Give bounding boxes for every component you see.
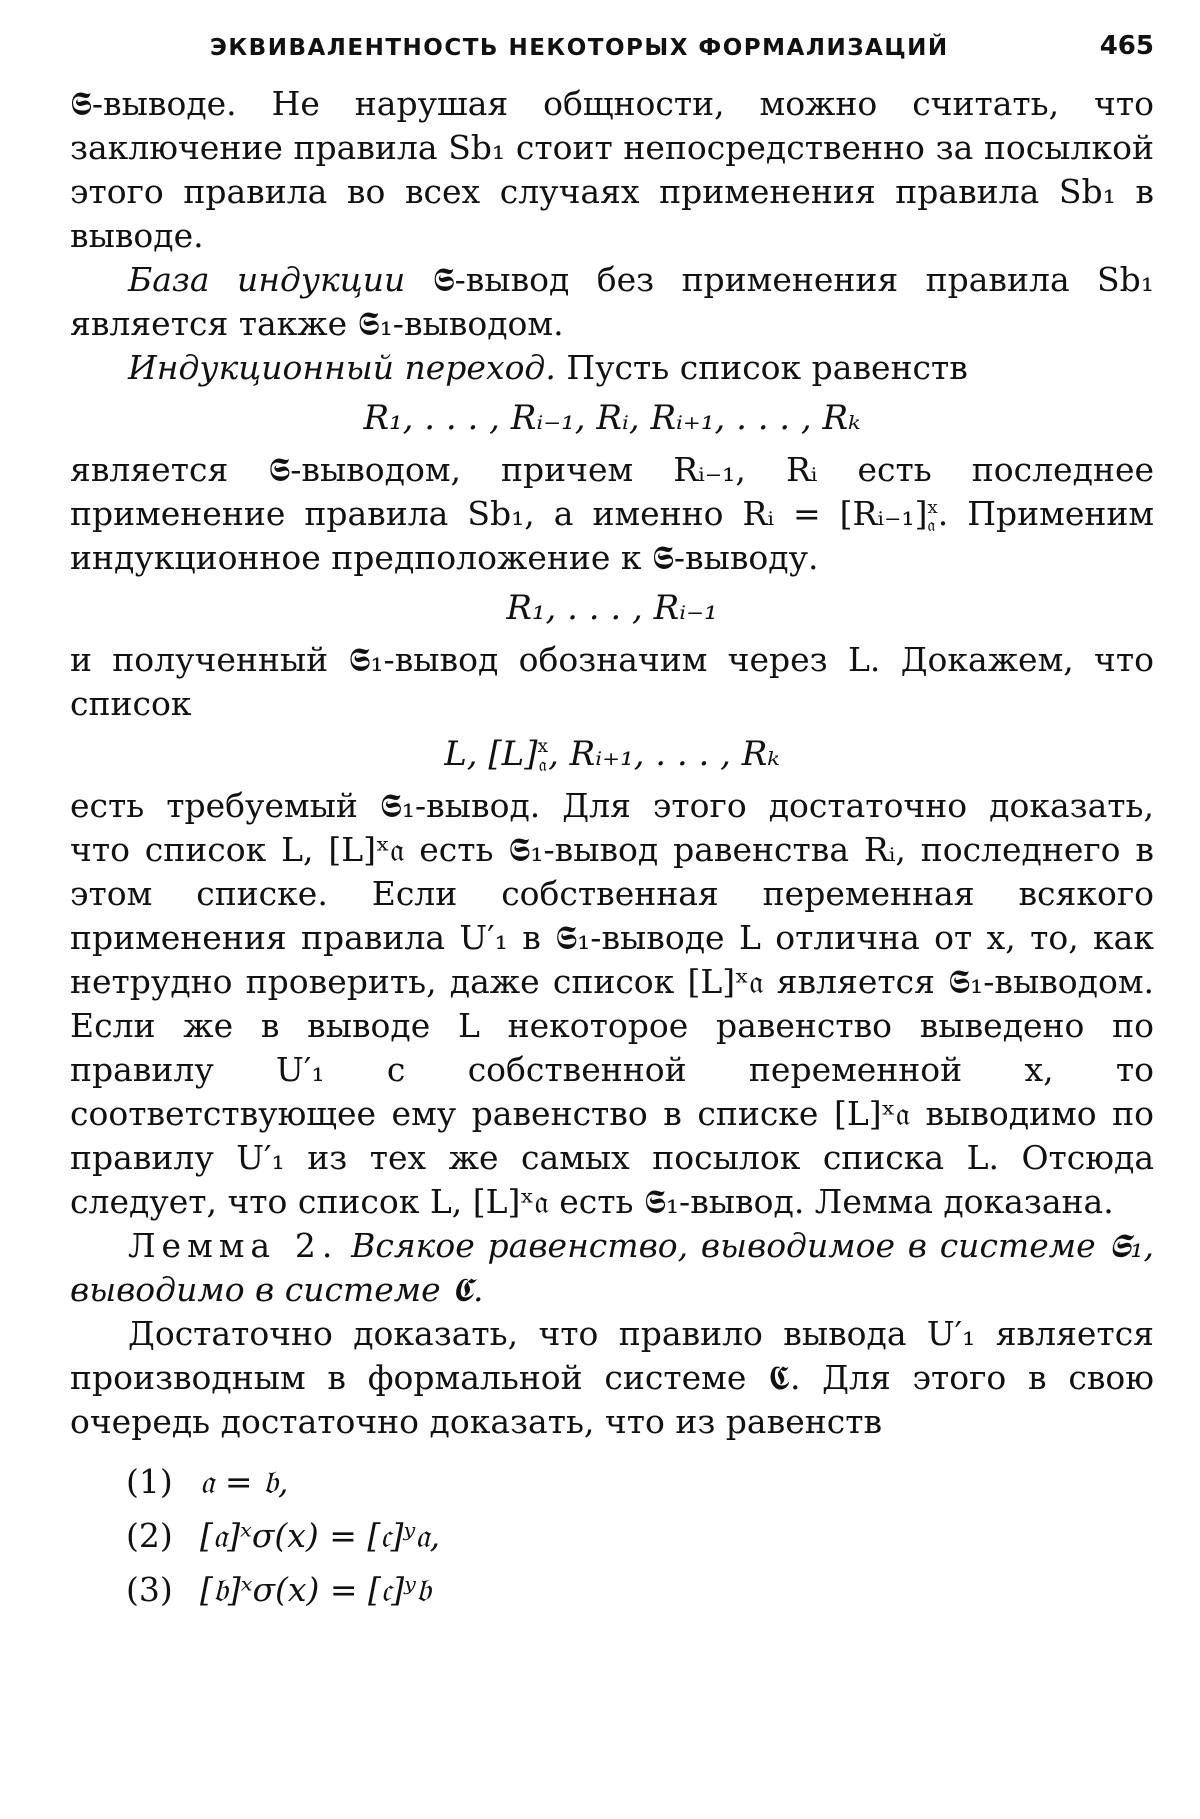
paragraph-1: 𝕾-выводе. Не нарушая общности, можно считать, что заключение правила Sb₁ стоит непосредственно за посылкой этого правила во всех случаях применения правила Sb₁ в выводе. [70, 84, 1154, 255]
equation-row [70, 1510, 1154, 1564]
paragraph-5: и полученный 𝕾₁-вывод обозначим через L. Докажем, что список [70, 640, 1154, 723]
lemma-2-label: Лемма 2. [128, 1226, 339, 1265]
formula-prefix-list: R₁, . . . , Rᵢ₋₁ [506, 588, 718, 628]
running-title: ЭКВИВАЛЕНТНОСТЬ НЕКОТОРЫХ ФОРМАЛИЗАЦИЙ [210, 35, 949, 61]
p4-text-1: является 𝕾-выводом, причем Rᵢ₋₁, Rᵢ есть последнее применение правила Sb₁, а именно Rᵢ = [Rᵢ₋₁] [70, 450, 1154, 533]
f3-sub: 𝔞 [538, 755, 547, 776]
equation-list [70, 1456, 1154, 1618]
equation-number: (3) [126, 1570, 173, 1609]
p4-text-2: . Применим индукционное предположение к 𝕾-выводу. [70, 494, 1155, 577]
equation-number: (2) [126, 1516, 173, 1555]
paragraph-6: есть требуемый 𝕾₁-вывод. Для этого достаточно доказать, что список L, [L]ˣ𝔞 есть 𝕾₁-вывод равенства Rᵢ, последнего в этом списке. Если собственная переменная всякого применения правила U′₁ в 𝕾₁-выводе L отлична от x, то, как нетрудно проверить, даже список [L]ˣ𝔞 является 𝕾₁-выводом. Если же в выводе L некоторое равенство выведено по правилу U′₁ с собственной переменной x, то соответствующее ему равенство в списке [L]ˣ𝔞 выводимо по правилу U′₁ из тех же самых посылок списка L. Отсюда следует, что список L, [L]ˣ𝔞 есть 𝕾₁-вывод. Лемма доказана. [70, 786, 1154, 1221]
paragraph-lemma-2 [70, 1224, 1154, 1312]
equation-body: [𝔟]ˣσ(x) = [𝔠]ʸ𝔟 [200, 1570, 431, 1609]
induction-step-label: Индукционный переход. [128, 348, 556, 387]
p4-sub: 𝔞 [927, 515, 936, 536]
p4-superscript-subscript [927, 496, 938, 536]
paragraph-induction-base [70, 258, 1154, 346]
equation-body: [𝔞]ˣσ(x) = [𝔠]ʸ𝔞, [200, 1516, 441, 1555]
equation-body: 𝔞 = 𝔟, [200, 1462, 289, 1501]
paragraph-4 [70, 448, 1154, 580]
induction-base-text: 𝕾-вывод без применения правила Sb₁ является также 𝕾₁-выводом. [70, 260, 1154, 343]
formula-required-list [70, 732, 1154, 776]
p4-sup: x [927, 496, 938, 518]
page-header [70, 10, 1154, 82]
induction-step-text: Пусть список равенств [555, 348, 968, 387]
f3-superscript-subscript [538, 738, 549, 775]
formula-equality-list: R₁, . . . , Rᵢ₋₁, Rᵢ, Rᵢ₊₁, . . . , Rₖ [363, 398, 861, 438]
equation-row [70, 1564, 1154, 1618]
f3-post: , Rᵢ₊₁, . . . , Rₖ [548, 734, 780, 774]
equation-number: (1) [126, 1462, 173, 1501]
f3-pre: L, [L] [444, 734, 538, 774]
equation-row [70, 1456, 1154, 1510]
paragraph-8: Достаточно доказать, что правило вывода U′₁ является производным в формальной системе 𝕮. Для этого в свою очередь достаточно доказать, что из равенств [70, 1314, 1154, 1441]
lemma-2-statement: Всякое равенство, выводимое в системе 𝕾₁, выводимо в системе 𝕮. [70, 1226, 1154, 1309]
f3-sup: x [537, 736, 549, 758]
induction-base-label: База индукции [128, 260, 406, 299]
page-number: 465 [1099, 31, 1154, 61]
paragraph-induction-step [70, 346, 1154, 390]
